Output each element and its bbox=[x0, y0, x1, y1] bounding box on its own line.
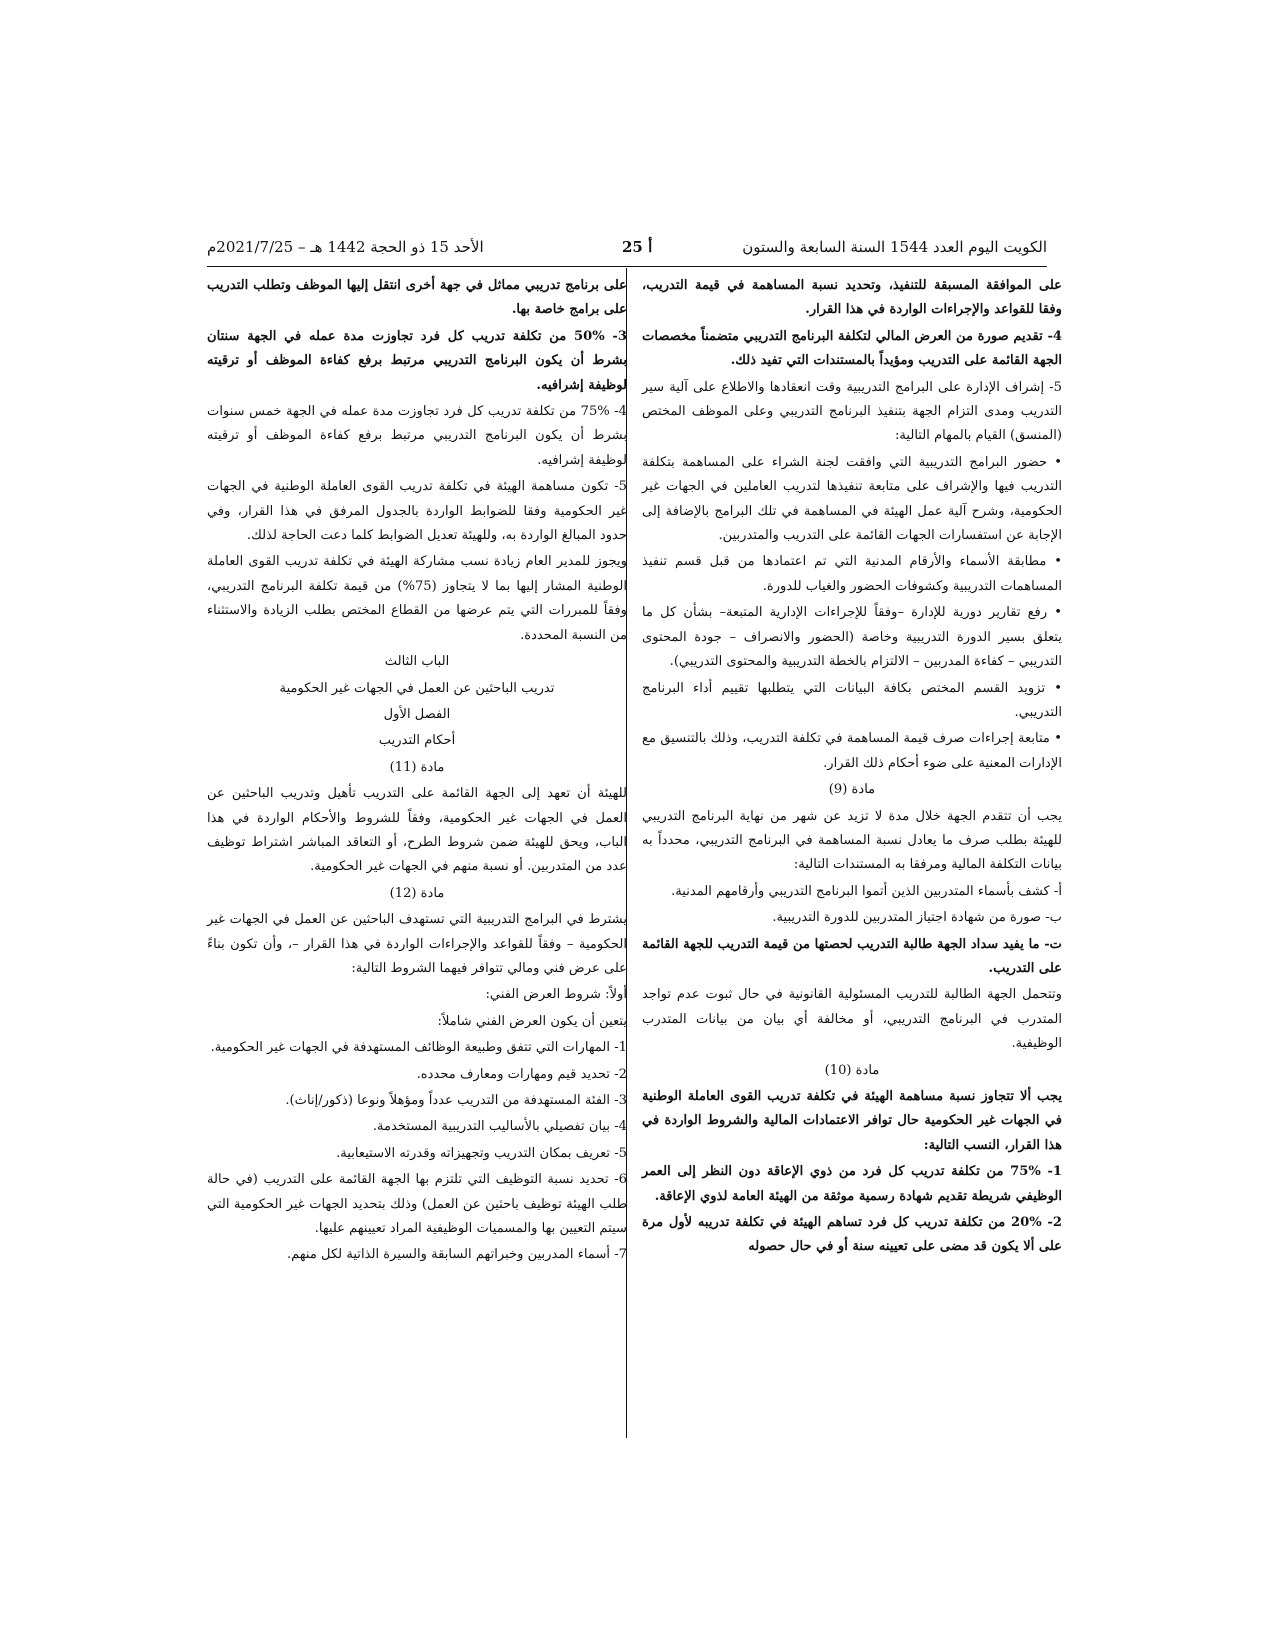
header-publication: الكويت اليوم العدد 1544 السنة السابعة والستون bbox=[742, 238, 1047, 256]
paragraph: ويجوز للمدير العام زيادة نسب مشاركة الهيئة في تكلفة تدريب القوى العاملة الوطنية المشار إليها بما لا يتجاوز (75%) من قيمة تكلفة البرنامج التدريبي، وفقاً للمبررات التي يتم عرضها من القطاع المختص بطلب الزيادة والاستثناء من النسبة المحددة. bbox=[207, 554, 627, 643]
section-heading: الباب الثالث bbox=[384, 654, 450, 670]
paragraph: أولاً: شروط العرض الفني: bbox=[485, 987, 627, 1003]
paragraph: 6- تحديد نسبة التوظيف التي تلتزم بها الجهة القائمة على التدريب (في حالة طلب الهيئة توظيف باحثين عن العمل) وذلك بتحديد الجهات غير الحكومية التي سيتم التعيين بها والمسميات الوظيفية المراد تعيينهم عليها. bbox=[207, 1172, 627, 1237]
paragraph: على برنامج تدريبي مماثل في جهة أخرى انتقل إليها الموظف وتطلب التدريب على برامج خاصة بها. bbox=[207, 278, 627, 318]
section-heading: تدريب الباحثين عن العمل في الجهات غير الحكومية bbox=[279, 680, 555, 696]
paragraph: 5- إشراف الإدارة على البرامج التدريبية وقت انعقادها والاطلاع على آلية سير التدريب ومدى التزام الجهة بتنفيذ البرنامج التدريبي وعلى الموظف المختص (المنسق) القيام بالمهام التالية: bbox=[642, 379, 1062, 444]
paragraph: 2- 20% من تكلفة تدريب كل فرد تساهم الهيئة في تكلفة تدريبه لأول مرة على ألا يكون قد مضى على تعيينه سنة أو في حال حصوله bbox=[642, 1215, 1062, 1255]
paragraph: • رفع تقارير دورية للإدارة –وفقاً للإجراءات الإدارية المتبعة– بشأن كل ما يتعلق بسير الدورة التدريبية وخاصة (الحضور والانصراف – جودة المحتوى التدريبي – كفاءة المدربين – الالتزام بالخطة التدريبية والمحتوى التدريبي). bbox=[642, 605, 1062, 670]
paragraph: يجب أن تتقدم الجهة خلال مدة لا تزيد عن شهر من نهاية البرنامج التدريبي للهيئة بطلب صرف ما يعادل نسبة المساهمة في البرنامج التدريبي، محدداً به بيانات التكلفة المالية ومرفقا به المستندات التالية: bbox=[642, 808, 1062, 873]
section-heading: مادة (10) bbox=[824, 1062, 880, 1078]
section-heading: أحكام التدريب bbox=[378, 733, 456, 749]
paragraph: 2- تحديد قيم ومهارات ومعارف محدده. bbox=[416, 1066, 627, 1082]
right-column bbox=[642, 274, 1062, 1262]
paragraph: أ- كشف بأسماء المتدربين الذين أتموا البرنامج التدريبي وأرقامهم المدنية. bbox=[671, 883, 1062, 899]
paragraph: يشترط في البرامج التدريبية التي تستهدف الباحثين عن العمل في الجهات غير الحكومية – وفقاً للقواعد والإجراءات الواردة في هذا القرار –، وأن تكون بناءً على عرض فني ومالي تتوافر فيهما الشروط التالية: bbox=[207, 912, 627, 976]
paragraph: • حضور البرامج التدريبية التي وافقت لجنة الشراء على المساهمة بتكلفة التدريب فيها والإشراف على متابعة تنفيذها لتدريب العاملين في الجهات غير الحكومية، وشرح آلية عمل الهيئة في المساهمة في تلك البرامج بالإضافة إلى الإجابة عن استفسارات الجهات القائمة على التدريب والمتدربين. bbox=[642, 454, 1062, 544]
paragraph: 3- الفئة المستهدفة من التدريب عدداً ومؤهلاً ونوعا (ذكور/إناث). bbox=[285, 1093, 627, 1108]
header-date: الأحد 15 ذو الحجة 1442 هـ – 2021/7/25م bbox=[207, 238, 484, 256]
section-heading: مادة (9) bbox=[828, 782, 876, 798]
paragraph: يتعين أن يكون العرض الفني شاملاً: bbox=[437, 1013, 627, 1029]
paragraph: للهيئة أن تعهد إلى الجهة القائمة على التدريب تأهيل وتدريب الباحثين عن العمل في الجهات غير الحكومية، وفقاً للشروط والأحكام الواردة في هذا الباب، ويحق للهيئة ضمن شروط الطرح، أو التعاقد المباشر اشتراط توظيف عدد من المتدربين. أو نسبة منهم في الجهات غير الحكومية. bbox=[207, 786, 627, 875]
paragraph: 4- 75% من تكلفة تدريب كل فرد تجاوزت مدة عمله في الجهة خمس سنوات بشرط أن يكون البرنامج التدريبي مرتبط برفع كفاءة الموظف أو ترقيته لوظيفة إشرافيه. bbox=[207, 404, 627, 468]
section-heading: مادة (11) bbox=[389, 759, 445, 775]
paragraph: ب- صورة من شهادة اجتياز المتدربين للدورة التدريبية. bbox=[772, 910, 1062, 926]
paragraph: • مطابقة الأسماء والأرقام المدنية التي تم اعتمادها من قبل قسم تنفيذ المساهمات التدريبية وكشوفات الحضور والغياب للدورة. bbox=[642, 554, 1062, 594]
header-rule bbox=[207, 266, 1047, 267]
paragraph: ت- ما يفيد سداد الجهة طالبة التدريب لحصتها من قيمة التدريب للجهة القائمة على التدريب. bbox=[642, 936, 1062, 976]
left-column bbox=[207, 274, 627, 1270]
paragraph: 7- أسماء المدربين وخبراتهم السابقة والسيرة الذاتية لكل منهم. bbox=[287, 1247, 627, 1263]
page-header bbox=[207, 238, 1047, 268]
paragraph: • تزويد القسم المختص بكافة البيانات التي يتطلبها تقييم أداء البرنامج التدريبي. bbox=[642, 680, 1062, 720]
paragraph: 4- تقديم صورة من العرض المالي لتكلفة البرنامج التدريبي متضمناً مخصصات الجهة القائمة على التدريب ومؤيداً بالمستندات التي تفيد ذلك. bbox=[642, 328, 1062, 369]
paragraph: 1- المهارات التي تتفق وطبيعة الوظائف المستهدفة في الجهات غير الحكومية. bbox=[210, 1040, 627, 1056]
section-heading: مادة (12) bbox=[389, 885, 445, 901]
paragraph: 5- تعريف بمكان التدريب وتجهيزاته وقدرته الاستيعابية. bbox=[336, 1145, 627, 1161]
paragraph: 4- بيان تفصيلي بالأساليب التدريبية المستخدمة. bbox=[372, 1119, 627, 1135]
paragraph: على الموافقة المسبقة للتنفيذ، وتحديد نسبة المساهمة في قيمة التدريب، وفقا للقواعد والإجراءات الواردة في هذا القرار. bbox=[642, 278, 1062, 318]
paragraph: 3- 50% من تكلفة تدريب كل فرد تجاوزت مدة عمله في الجهة سنتان بشرط أن يكون البرنامج التدريبي مرتبط برفع كفاءة الموظف أو ترقيته لوظيفة إشرافيه. bbox=[207, 328, 627, 393]
paragraph: 5- تكون مساهمة الهيئة في تكلفة تدريب القوى العاملة الوطنية في الجهات غير الحكومية وفقا للضوابط الواردة بالجدول المرفق في هذا القرار، وفي حدود المبالغ الواردة به، وللهيئة تعديل الضوابط كلما دعت الحاجة لذلك. bbox=[207, 479, 627, 544]
section-heading: الفصل الأول bbox=[383, 706, 451, 722]
header-page-number: أ 25 bbox=[622, 238, 653, 256]
paragraph: • متابعة إجراءات صرف قيمة المساهمة في تكلفة التدريب، وذلك بالتنسيق مع الإدارات المعنية على ضوء أحكام ذلك القرار. bbox=[642, 731, 1062, 771]
paragraph: 1- 75% من تكلفة تدريب كل فرد من ذوي الإعاقة دون النظر إلى العمر الوظيفي شريطة تقديم شهادة رسمية موثقة من الهيئة العامة لذوي الإعاقة. bbox=[642, 1164, 1062, 1204]
paragraph: يجب ألا تتجاوز نسبة مساهمة الهيئة في تكلفة تدريب القوى العاملة الوطنية في الجهات غير الحكومية حال توافر الاعتمادات المالية والشروط الواردة في هذا القرار، النسب التالية: bbox=[642, 1089, 1062, 1153]
paragraph: وتتحمل الجهة الطالبة للتدريب المسئولية القانونية في حال ثبوت عدم تواجد المتدرب في البرنامج التدريبي، أو مخالفة أي بيان من بيانات المتدرب الوظيفية. bbox=[642, 987, 1062, 1052]
